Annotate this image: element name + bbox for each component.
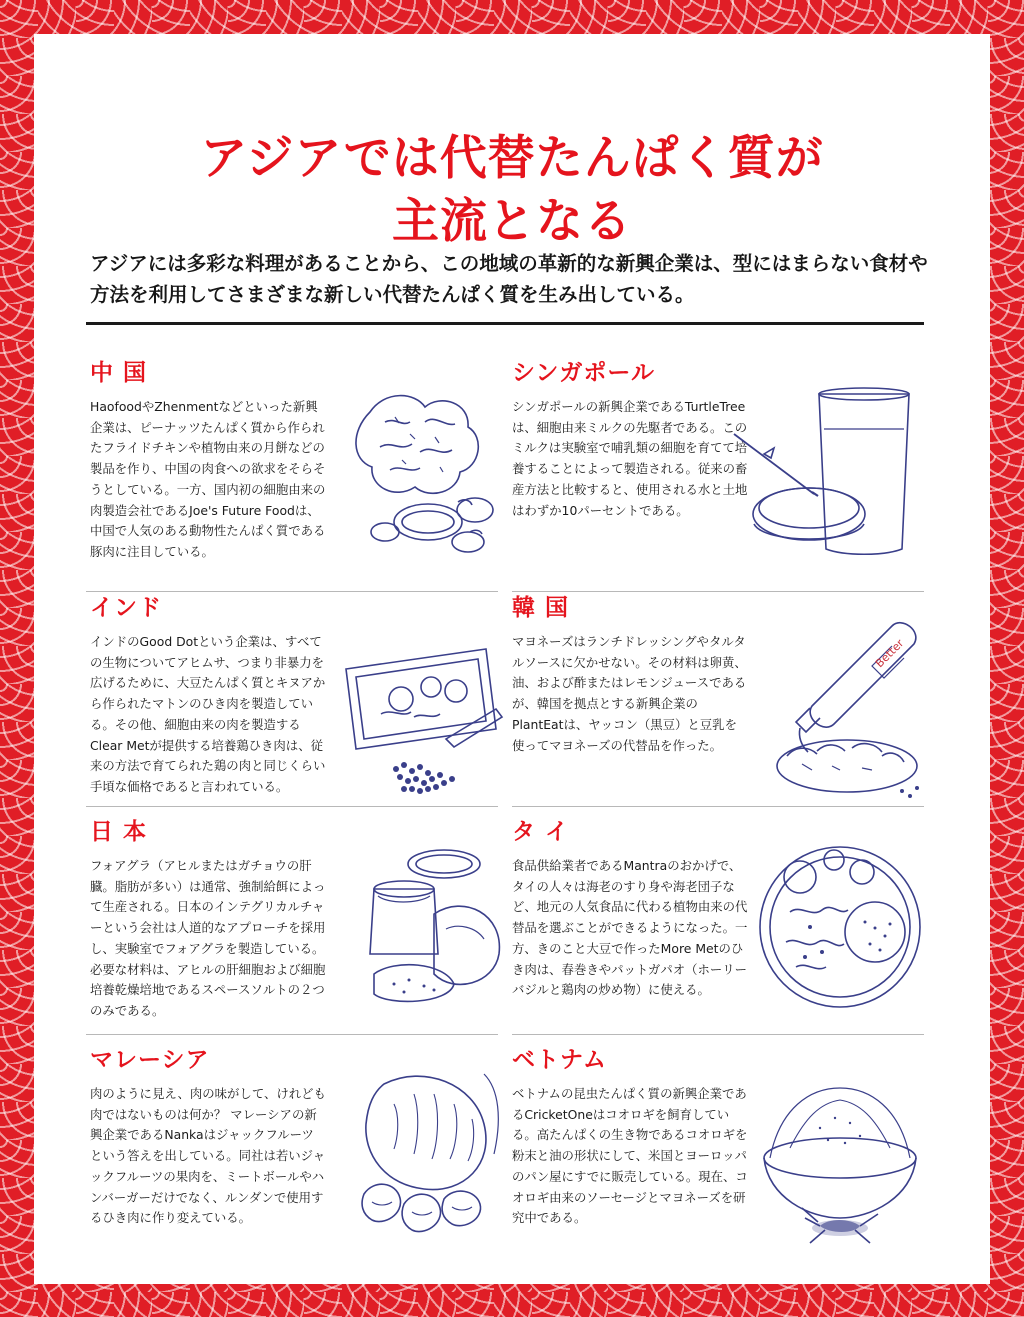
section-heading: インド [90,595,162,621]
section-body: マヨネーズはランチドレッシングやタルタルソースに欠かせない。その材料は卵黄、油、および酢またはレモンジュースであるが、韓国を拠点とする新興企業のPlantEatは、ヤッコン（黒豆）と豆乳を使ってマヨネーズの代替品を作った。 [512,634,747,753]
curry-dish-legumes-icon [326,629,506,809]
mayonnaise-bottle-salad-icon [752,606,932,806]
section-divider [512,1034,924,1035]
content-card [34,34,990,1284]
jackfruit-icon [334,1064,514,1244]
section-heading: シンガポール [512,360,655,386]
page-title [34,127,990,253]
title-line-2: 主流となる [392,194,632,250]
section-divider [512,806,924,807]
section-divider [86,1034,498,1035]
section-divider [512,591,924,592]
section-heading: マレーシア [90,1047,210,1073]
title-line-1: アジアでは代替たんぱく質が [200,131,824,187]
section-heading: 中 国 [90,360,148,386]
bottle-label: Better [872,636,907,671]
cricket-powder-bowl-icon [750,1068,930,1248]
header-rule [86,322,924,325]
section-heading: 韓 国 [512,595,570,621]
section-body: 肉のように見え、肉の味がして、けれども肉ではないものは何か？ マレーシアの新興企業であるNankaはジャックフルーツという答えを出している。同社は若いジャックフルーツの果肉を、ミートボールやハンバーガーだけでなく、ルンダンで使用するひき肉に作り変えている。 [90,1086,326,1226]
section-body: 食品供給業者であるMantraのおかげで、タイの人々は海老のすり身や海老団子など、地元の人気食品に代わる植物由来の代替品を選ぶことができるようになった。一方、きのこと大豆で作ったMore Metのひき肉は、春巻きやパットガパオ（ホーリーバジルと鶏肉の炒め物）に使える。 [512,858,748,998]
foie-gras-jar-icon [334,834,514,1024]
section-body: シンガポールの新興企業であるTurtleTreeは、細胞由来ミルクの先駆者である。このミルクは実験室で哺乳類の細胞を育てて培養することによって製造される。従来の畜産方法と比較すると、使用される水と土地はわずか10パーセントである。 [512,399,748,518]
section-body: ベトナムの昆虫たんぱく質の新興企業であるCricketOneはコオロギを飼育している。高たんぱくの生き物であるコオロギを粉末と油の形状にして、米国とヨーロッパのパン屋にすでに販売している。現在、コオロギ由来のソーセージとマヨネーズを研究中である。 [512,1086,748,1226]
section-body: インドのGood Dotという企業は、すべての生物についてアヒムサ、つまり非暴力を広げるために、大豆たんぱく質とキヌアから作られたマトンのひき肉を製造している。その他、細胞由来の肉を製造するClear Metが提供する培養鶏ひき肉は、従来の方法で育てられた鶏の肉と同じくらい手頃な価格であると言われている。 [90,634,326,794]
section-body: フォアグラ（アヒルまたはガチョウの肝臓。脂肪が多い）は通常、強制給餌によって生産される。日本のインテグリカルチャーという会社は人道的なアプローチを採用し、実験室でフォアグラを製造している。必要な材料は、アヒルの肝細胞および細胞培養乾燥培地であるスペースソルトの２つのみである。 [90,858,326,1018]
milk-glass-petri-dish-icon [724,384,924,564]
section-heading: ベトナム [512,1047,607,1073]
rice-bowl-icon [750,832,930,1022]
section-divider [86,806,498,807]
intro-text: アジアには多彩な料理があることから、この地域の革新的な新興企業は、型にはまらない食材や方法を利用してさまざまな新しい代替たんぱく質を生み出している。 [90,252,928,306]
fried-chicken-peanuts-icon [340,382,510,562]
section-divider [86,591,498,592]
section-heading: 日 本 [90,819,148,845]
section-heading: タ イ [512,819,570,845]
section-body: HaofoodやZhenmentなどといった新興企業は、ピーナッツたんぱく質から作られたフライドチキンや植物由来の月餅などの製品を作り、中国の肉食への欲求をそらそうとしている。一方、国内初の細胞由来の肉製造会社であるJoe's Future Foodは、中国で人気のある動物性たんぱく質である豚肉に注目している。 [90,399,326,559]
